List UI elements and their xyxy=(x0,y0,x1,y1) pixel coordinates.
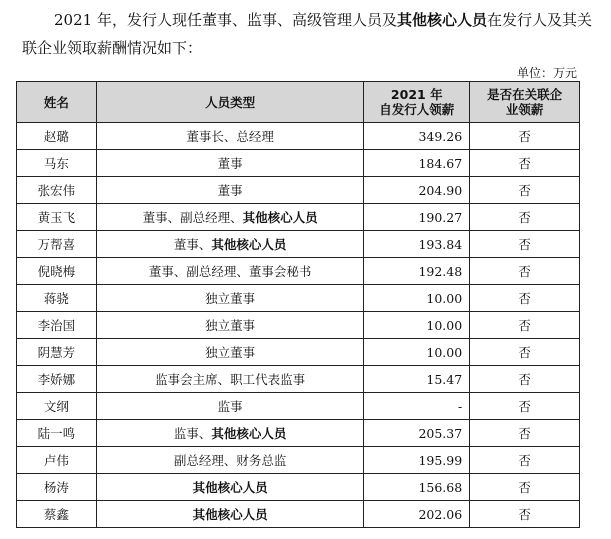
cell-type-text: 独立董事 xyxy=(205,318,256,333)
cell-pay: 205.37 xyxy=(364,420,470,447)
cell-type-core-staff: 其他核心人员 xyxy=(211,426,287,441)
cell-type xyxy=(96,177,363,204)
header-related xyxy=(470,82,580,123)
cell-type-text: 独立董事 xyxy=(205,345,256,360)
cell-related: 否 xyxy=(470,366,580,393)
cell-pay: 10.00 xyxy=(364,339,470,366)
cell-related: 否 xyxy=(470,231,580,258)
cell-type-text: 董事 xyxy=(217,156,243,171)
cell-type xyxy=(96,474,363,501)
header-related-line1: 是否在关联企 xyxy=(487,87,563,102)
cell-type-text: 董事、 xyxy=(173,237,212,252)
table-row xyxy=(17,312,580,339)
compensation-table xyxy=(16,81,580,528)
cell-related: 否 xyxy=(470,204,580,231)
table-header-row xyxy=(17,82,580,123)
cell-name: 万帮喜 xyxy=(17,231,97,258)
cell-related: 否 xyxy=(470,420,580,447)
cell-type-core-staff: 其他核心人员 xyxy=(192,507,268,522)
table-row xyxy=(17,447,580,474)
cell-pay: 204.90 xyxy=(364,177,470,204)
intro-text-2: 在发行人及其关联企业领取薪酬情况如下： xyxy=(22,11,592,57)
cell-pay: 193.84 xyxy=(364,231,470,258)
cell-type xyxy=(96,285,363,312)
cell-pay: 10.00 xyxy=(364,312,470,339)
unit-label: 单位：万元 xyxy=(516,66,577,80)
cell-related: 否 xyxy=(470,150,580,177)
cell-name: 文纲 xyxy=(17,393,97,420)
cell-name: 倪晓梅 xyxy=(17,258,97,285)
intro-text-1: 2021 年，发行人现任董事、监事、高级管理人员及 xyxy=(54,11,397,29)
cell-type-text: 副总经理、财务总监 xyxy=(173,453,287,468)
cell-pay: 192.48 xyxy=(364,258,470,285)
cell-name: 陆一鸣 xyxy=(17,420,97,447)
table-row xyxy=(17,123,580,150)
cell-type-text: 董事 xyxy=(217,183,243,198)
cell-type-text: 监事 xyxy=(217,399,243,414)
cell-type xyxy=(96,312,363,339)
cell-name: 李治国 xyxy=(17,312,97,339)
cell-name: 阴慧芳 xyxy=(17,339,97,366)
cell-type-text: 董事、副总经理、董事会秘书 xyxy=(148,264,312,279)
cell-pay: 10.00 xyxy=(364,285,470,312)
cell-type-core-staff: 其他核心人员 xyxy=(242,210,318,225)
table-row xyxy=(17,285,580,312)
table-row xyxy=(17,258,580,285)
cell-related: 否 xyxy=(470,501,580,528)
cell-type xyxy=(96,231,363,258)
cell-type-text: 监事会主席、职工代表监事 xyxy=(155,372,306,387)
cell-type-text: 独立董事 xyxy=(205,291,256,306)
cell-type xyxy=(96,204,363,231)
cell-related: 否 xyxy=(470,312,580,339)
cell-pay: 202.06 xyxy=(364,501,470,528)
cell-type xyxy=(96,258,363,285)
cell-type-text: 董事长、总经理 xyxy=(186,129,274,144)
cell-name: 马东 xyxy=(17,150,97,177)
cell-pay: 184.67 xyxy=(364,150,470,177)
table-body xyxy=(17,123,580,528)
cell-name: 蔡鑫 xyxy=(17,501,97,528)
cell-name: 黄玉飞 xyxy=(17,204,97,231)
cell-type xyxy=(96,150,363,177)
cell-name: 杨涛 xyxy=(17,474,97,501)
cell-name: 李娇娜 xyxy=(17,366,97,393)
table-row xyxy=(17,150,580,177)
table-row xyxy=(17,231,580,258)
header-pay-line2: 自发行人领薪 xyxy=(379,102,455,117)
cell-name: 赵璐 xyxy=(17,123,97,150)
cell-pay: 195.99 xyxy=(364,447,470,474)
cell-type-core-staff: 其他核心人员 xyxy=(192,480,268,495)
cell-type xyxy=(96,123,363,150)
cell-related: 否 xyxy=(470,393,580,420)
header-pay xyxy=(364,82,470,123)
table-row xyxy=(17,474,580,501)
cell-type xyxy=(96,420,363,447)
header-related-line2: 业领薪 xyxy=(505,102,544,117)
cell-type-core-staff: 其他核心人员 xyxy=(211,237,287,252)
cell-type xyxy=(96,447,363,474)
cell-name: 卢伟 xyxy=(17,447,97,474)
table-row xyxy=(17,420,580,447)
cell-pay: 156.68 xyxy=(364,474,470,501)
intro-text-bold: 其他核心人员 xyxy=(396,11,487,29)
cell-pay: 15.47 xyxy=(364,366,470,393)
cell-related: 否 xyxy=(470,285,580,312)
cell-type-text: 董事、副总经理、 xyxy=(142,210,243,225)
cell-type xyxy=(96,366,363,393)
cell-type xyxy=(96,501,363,528)
cell-pay: 349.26 xyxy=(364,123,470,150)
cell-name: 蒋骁 xyxy=(17,285,97,312)
header-name: 姓名 xyxy=(17,82,97,123)
table-row xyxy=(17,177,580,204)
table-row xyxy=(17,339,580,366)
header-type: 人员类型 xyxy=(96,82,363,123)
table-row xyxy=(17,204,580,231)
table-row xyxy=(17,501,580,528)
cell-pay: - xyxy=(364,393,470,420)
intro-paragraph xyxy=(22,6,592,62)
table-row xyxy=(17,393,580,420)
cell-type xyxy=(96,339,363,366)
cell-type-text: 监事、 xyxy=(173,426,212,441)
cell-pay: 190.27 xyxy=(364,204,470,231)
cell-type xyxy=(96,393,363,420)
cell-related: 否 xyxy=(470,339,580,366)
cell-related: 否 xyxy=(470,258,580,285)
cell-related: 否 xyxy=(470,474,580,501)
cell-related: 否 xyxy=(470,123,580,150)
cell-name: 张宏伟 xyxy=(17,177,97,204)
cell-related: 否 xyxy=(470,447,580,474)
cell-related: 否 xyxy=(470,177,580,204)
table-row xyxy=(17,366,580,393)
header-pay-line1: 2021 年 xyxy=(390,87,443,102)
